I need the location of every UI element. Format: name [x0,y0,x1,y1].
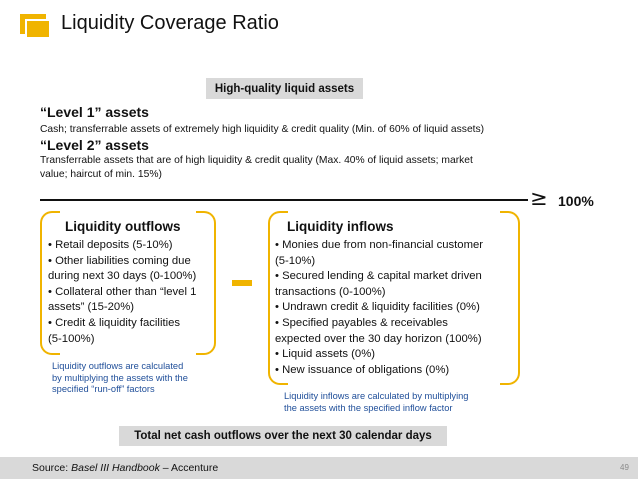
threshold-value: 100% [558,193,594,209]
level1-heading: “Level 1” assets [40,104,149,120]
fraction-divider [40,199,528,201]
level2-heading: “Level 2” assets [40,137,149,153]
inflows-list [275,238,483,378]
source-suffix: – Accenture [159,462,219,474]
outflows-note: Liquidity outflows are calculated by multiplying the assets with the specified “run-off” factors [52,361,188,394]
level1-description: Cash; transferrable assets of extremely high liquidity & credit quality (Min. of 60% of liquid assets) [40,124,485,135]
total-outflows-box: Total net cash outflows over the next 30 calendar days [119,426,447,446]
level2-description-line2: value; haircut of min. 15%) [40,169,162,180]
outflows-item: • Collateral other than “level 1 assets” (15-20%) [48,285,197,314]
outflows-list [48,238,196,347]
outflows-item: • Retail deposits (5-10%) [48,239,173,251]
outflows-right-bracket [196,211,216,355]
outflows-item: • Credit & liquidity facilities (5-100%) [48,316,181,345]
inflows-item: • Secured lending & capital market driven transactions (0-100%) [275,270,482,298]
inflows-title: Liquidity inflows [287,219,394,234]
inflows-item: • Undrawn credit & liquidity facilities (0%) [275,301,480,314]
page-title: Liquidity Coverage Ratio [61,12,279,34]
level2-description-line1: Transferrable assets that are of high liquidity & credit quality (Max. 40% of liquid assets; market [40,155,473,166]
inflows-item: • Monies due from non-financial customer (5-10%) [275,239,484,267]
inflows-item: • Liquid assets (0%) [275,348,376,361]
source-title: Basel III Handbook [71,462,160,474]
title-square-icon [20,14,50,38]
hql-label-box: High-quality liquid assets [206,78,363,99]
inflows-right-bracket [500,211,520,385]
source-prefix: Source: [32,462,72,474]
inflows-note: Liquidity inflows are calculated by multiplying the assets with the specified inflow factor [284,391,469,413]
outflows-title: Liquidity outflows [65,219,181,234]
minus-sign [232,280,252,286]
page-number: 49 [620,463,629,472]
greater-equal-sign: ≥ [530,186,548,210]
source-citation [32,462,218,474]
inflows-item: • New issuance of obligations (0%) [275,363,450,376]
inflows-item: • Specified payables & receivables expected over the 30 day horizon (100%) [275,316,482,345]
outflows-item: • Other liabilities coming due during next 30 days (0-100%) [48,254,197,283]
